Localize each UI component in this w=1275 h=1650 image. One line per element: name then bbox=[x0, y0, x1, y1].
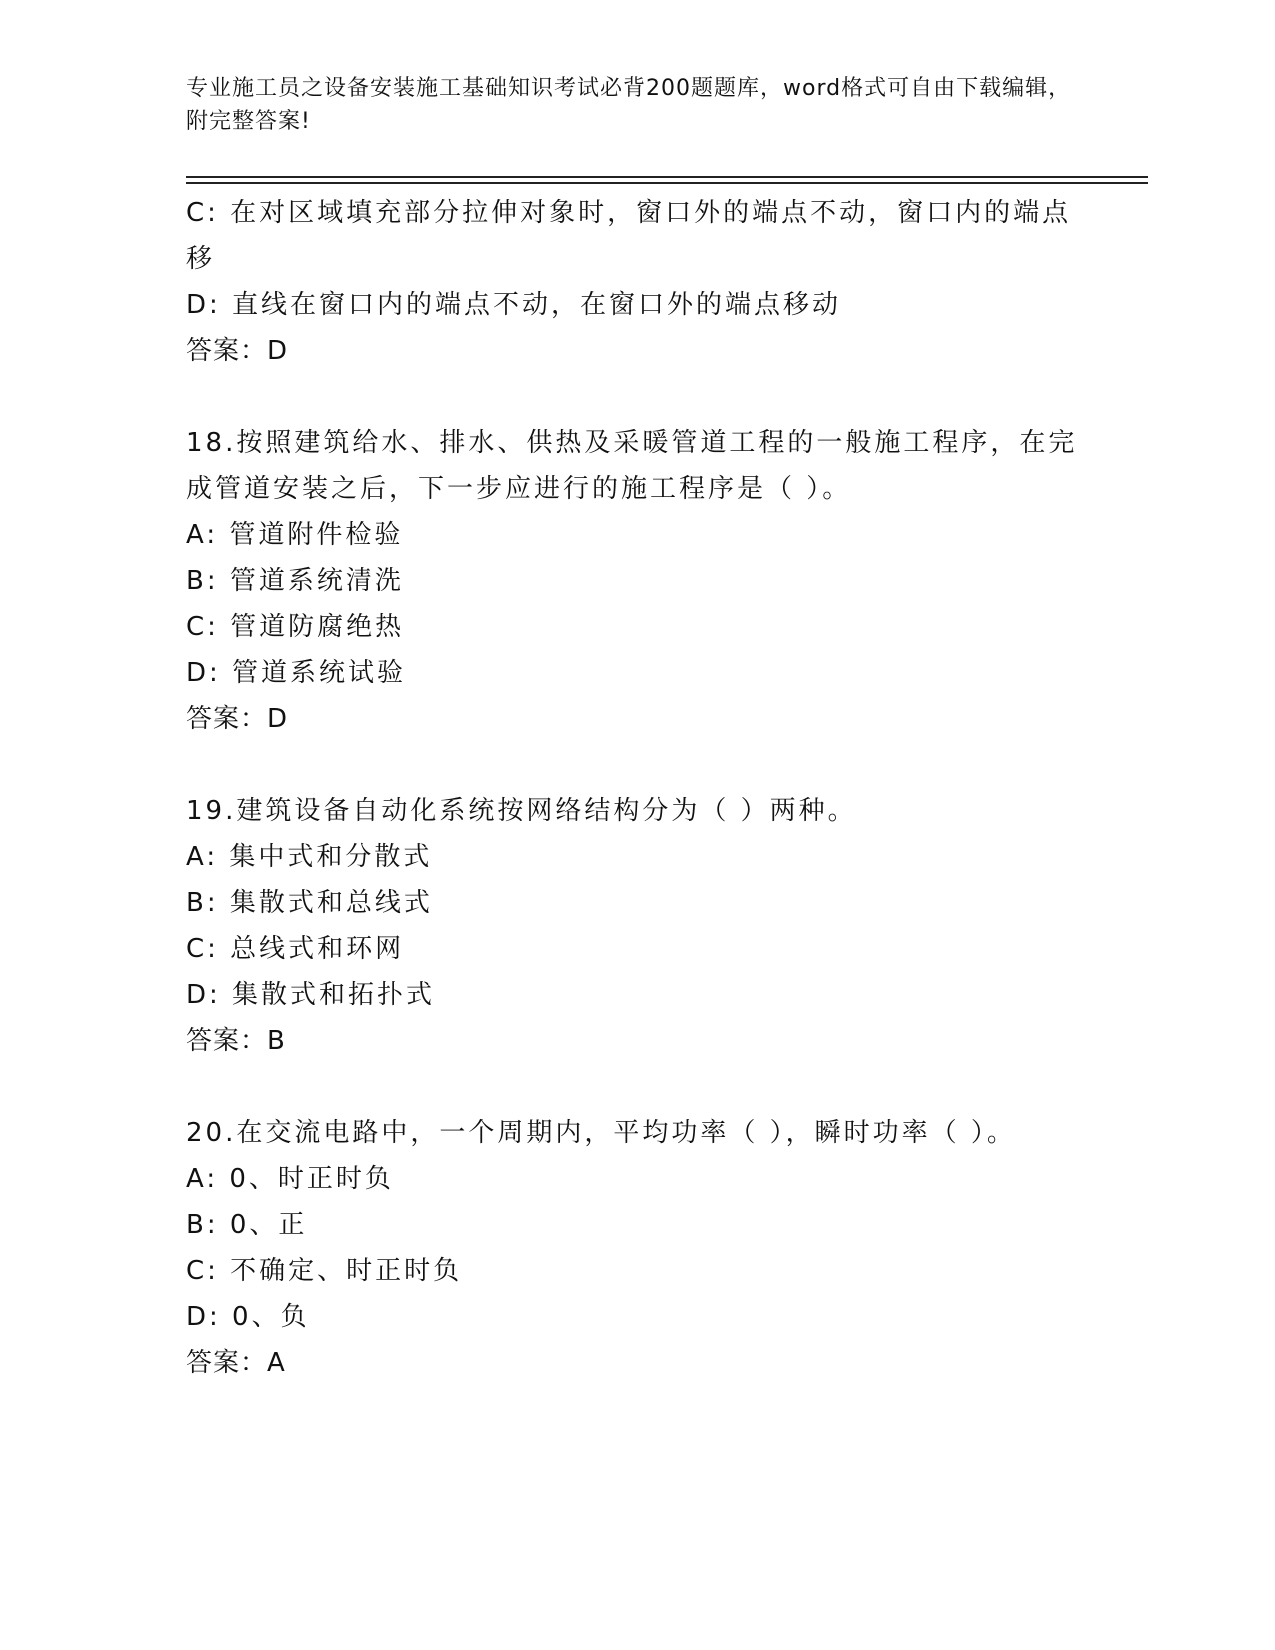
option-a: A: 集中式和分散式 bbox=[186, 842, 433, 872]
spacer bbox=[186, 1064, 1086, 1110]
option-b: B: 集散式和总线式 bbox=[186, 888, 433, 918]
spacer bbox=[186, 374, 1086, 420]
answer: 答案：A bbox=[186, 1348, 286, 1378]
question-stem: 20.在交流电路中，一个周期内，平均功率（ ），瞬时功率（ ）。 bbox=[186, 1118, 1016, 1148]
question-list bbox=[186, 190, 1086, 1386]
option-a: A: 0、时正时负 bbox=[186, 1164, 394, 1194]
document-header bbox=[186, 72, 1086, 138]
option-b: B: 管道系统清洗 bbox=[186, 566, 404, 596]
option-d: D: 集散式和拓扑式 bbox=[186, 980, 436, 1010]
question-20 bbox=[186, 1110, 1086, 1386]
option-c: C: 不确定、时正时负 bbox=[186, 1256, 463, 1286]
option-d: D: 管道系统试验 bbox=[186, 658, 407, 688]
answer: 答案：D bbox=[186, 336, 289, 366]
option-c: C: 总线式和环网 bbox=[186, 934, 405, 964]
question-stem: 19.建筑设备自动化系统按网络结构分为（ ）两种。 bbox=[186, 796, 857, 826]
option-b: B: 0、正 bbox=[186, 1210, 308, 1240]
question-19 bbox=[186, 788, 1086, 1064]
answer: 答案：D bbox=[186, 704, 289, 734]
header-divider-bottom bbox=[186, 182, 1148, 184]
header-divider-top bbox=[186, 176, 1148, 178]
option-c: C: 管道防腐绝热 bbox=[186, 612, 405, 642]
question-18 bbox=[186, 420, 1086, 742]
question-stem: 18.按照建筑给水、排水、供热及采暖管道工程的一般施工程序，在完成管道安装之后，下一步应进行的施工程序是（ ）。 bbox=[186, 428, 1078, 504]
header-title: 专业施工员之设备安装施工基础知识考试必背200题题库，word格式可自由下载编辑，附完整答案! bbox=[186, 76, 1072, 134]
spacer bbox=[186, 742, 1086, 788]
answer: 答案：B bbox=[186, 1026, 286, 1056]
option-c: C: 在对区域填充部分拉伸对象时，窗口外的端点不动，窗口内的端点移 bbox=[186, 198, 1072, 274]
option-d: D: 直线在窗口内的端点不动，在窗口外的端点移动 bbox=[186, 290, 842, 320]
option-d: D: 0、负 bbox=[186, 1302, 310, 1332]
prev-question-continuation bbox=[186, 190, 1086, 374]
option-a: A: 管道附件检验 bbox=[186, 520, 404, 550]
